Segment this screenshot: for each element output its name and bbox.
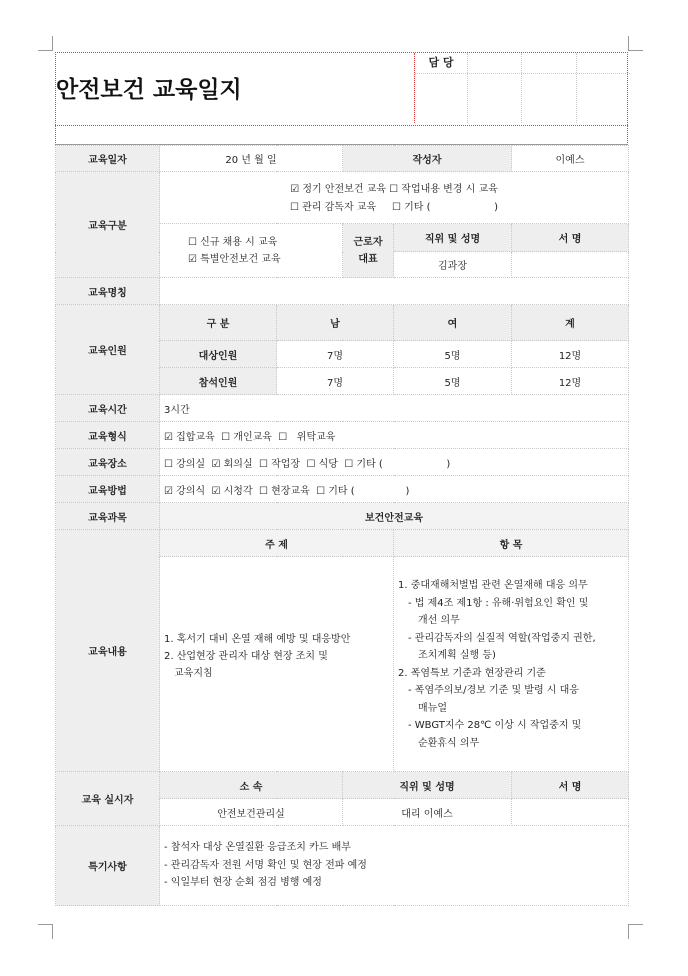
personnel-row-label: 대상인원	[160, 341, 277, 368]
content-item-header: 항 목	[394, 530, 629, 557]
form-row	[56, 422, 629, 449]
worker-rep-label: 근로자 대표	[343, 224, 394, 278]
category-options-top	[160, 172, 629, 224]
item-line: 1. 중대재해처벌법 관련 온열재해 대응 의무	[398, 580, 588, 591]
time-label: 교육시간	[56, 395, 160, 422]
personnel-header-row	[56, 305, 629, 341]
writer-label: 작성자	[343, 146, 512, 172]
note-line: - 관리감독자 전원 서명 확인 및 현장 전파 예정	[164, 859, 367, 871]
name-value[interactable]	[160, 278, 629, 305]
category-option-line[interactable]: ☑ 정기 안전보건 교육 ☐ 작업내용 변경 시 교육	[290, 183, 498, 195]
personnel-total[interactable]: 12명	[512, 341, 629, 368]
personnel-header: 여	[394, 305, 512, 341]
content-label: 교육내용	[56, 530, 160, 772]
category-row	[56, 172, 629, 224]
approval-cell[interactable]	[577, 53, 630, 73]
notes-label: 특기사항	[56, 826, 160, 906]
note-line: - 참석자 대상 온열질환 응급조치 카드 배부	[164, 842, 351, 854]
page-corner-mark	[38, 36, 53, 51]
item-line: - 관리감독자의 실질적 역할(작업중지 권한,	[408, 632, 596, 644]
personnel-header: 남	[277, 305, 394, 341]
instructor-header: 서 명	[512, 772, 629, 799]
approval-sign-cell[interactable]	[415, 74, 468, 123]
item-line: 개선 의무	[418, 615, 460, 626]
content-topics[interactable]	[160, 557, 394, 772]
category-option-line[interactable]: ☐ 신규 채용 시 교육	[188, 236, 278, 248]
place-row	[56, 449, 629, 476]
time-row	[56, 395, 629, 422]
rep-sign[interactable]	[512, 252, 629, 278]
rep-title-label: 직위 및 성명	[394, 224, 512, 252]
personnel-header: 구 분	[160, 305, 277, 341]
name-label: 교육명칭	[56, 278, 160, 305]
subject-label: 교육과목	[56, 503, 160, 530]
content-header-row	[56, 530, 629, 557]
category-label: 교육구분	[56, 172, 160, 278]
instructor-header: 직위 및 성명	[343, 772, 512, 799]
rep-name[interactable]: 김과장	[394, 252, 512, 278]
page-title: 안전보건 교육일지	[56, 77, 242, 103]
category-option-line[interactable]: ☑ 특별안전보건 교육	[188, 253, 281, 265]
content-items[interactable]	[394, 557, 629, 772]
date-label: 교육일자	[56, 146, 160, 172]
personnel-total[interactable]: 12명	[512, 368, 629, 395]
education-log-table	[55, 145, 629, 906]
topic-line: 1. 혹서기 대비 온열 재해 예방 및 대응방안	[164, 634, 351, 645]
approval-cell[interactable]	[522, 53, 576, 73]
note-line: - 익일부터 현장 순회 점검 병행 예정	[164, 877, 322, 889]
approval-box	[414, 53, 630, 123]
instructor-dept[interactable]: 안전보건관리실	[160, 799, 343, 826]
header-spacer	[55, 125, 628, 145]
personnel-female[interactable]: 5명	[394, 341, 512, 368]
category-option-line[interactable]: ☐ 관리 감독자 교육 ☐ 기타 ( )	[289, 201, 499, 213]
page-corner-mark	[628, 924, 643, 939]
instructor-name[interactable]: 대리 이예스	[343, 799, 512, 826]
instructor-label: 교육 실시자	[56, 772, 160, 826]
approval-label: 담 당	[428, 56, 454, 69]
topic-line: 2. 산업현장 관리자 대상 현장 조치 및	[164, 651, 328, 662]
personnel-header: 계	[512, 305, 629, 341]
writer-value[interactable]: 이예스	[512, 146, 629, 172]
method-row	[56, 476, 629, 503]
subject-row	[56, 503, 629, 530]
item-line: - 법 제4조 제1항 : 유해·위험요인 확인 및	[408, 597, 589, 609]
page-corner-mark	[628, 36, 643, 51]
item-line: - WBGT지수 28℃ 이상 시 작업중지 및	[408, 720, 582, 731]
instructor-sign[interactable]	[512, 799, 629, 826]
approval-sign-cell[interactable]	[468, 74, 522, 123]
page-corner-mark	[38, 924, 53, 939]
method-label: 교육방법	[56, 476, 160, 503]
personnel-male[interactable]: 7명	[277, 368, 394, 395]
personnel-male[interactable]: 7명	[277, 341, 394, 368]
form-value[interactable]: ☑ 집합교육 ☐ 개인교육 ☐ 위탁교육	[160, 422, 629, 449]
date-row	[56, 146, 629, 172]
approval-sign-cell[interactable]	[522, 74, 576, 123]
date-value[interactable]: 20 년 월 일	[160, 146, 343, 172]
topic-line: 교육지침	[174, 668, 213, 679]
approval-cell[interactable]	[467, 53, 522, 73]
document-header	[55, 52, 628, 125]
category-options-bottom	[160, 224, 343, 278]
name-row	[56, 278, 629, 305]
education-log-document	[55, 52, 628, 906]
subject-value[interactable]: 보건안전교육	[160, 503, 629, 530]
notes-row	[56, 826, 629, 906]
instructor-header: 소 속	[160, 772, 343, 799]
form-label: 교육형식	[56, 422, 160, 449]
item-line: - 폭염주의보/경보 기준 및 발령 시 대응	[408, 685, 579, 696]
instructor-header-row	[56, 772, 629, 799]
item-line: 순환휴식 의무	[418, 737, 480, 749]
place-label: 교육장소	[56, 449, 160, 476]
notes-value[interactable]	[160, 826, 629, 906]
rep-sign-label: 서 명	[512, 224, 629, 252]
place-value[interactable]: ☐ 강의실 ☑ 회의실 ☐ 작업장 ☐ 식당 ☐ 기타 ( )	[160, 449, 629, 476]
time-value[interactable]: 3시간	[160, 395, 629, 422]
content-topic-header: 주 제	[160, 530, 394, 557]
personnel-label: 교육인원	[56, 305, 160, 395]
item-line: 조치계획 실행 등)	[418, 650, 496, 661]
item-line: 매뉴얼	[418, 702, 447, 714]
approval-sign-cell[interactable]	[577, 74, 630, 123]
personnel-row-label: 참석인원	[160, 368, 277, 395]
personnel-female[interactable]: 5명	[394, 368, 512, 395]
method-value[interactable]: ☑ 강의식 ☑ 시청각 ☐ 현장교육 ☐ 기타 ( )	[160, 476, 629, 503]
item-line: 2. 폭염특보 기준과 현장관리 기준	[398, 667, 546, 679]
